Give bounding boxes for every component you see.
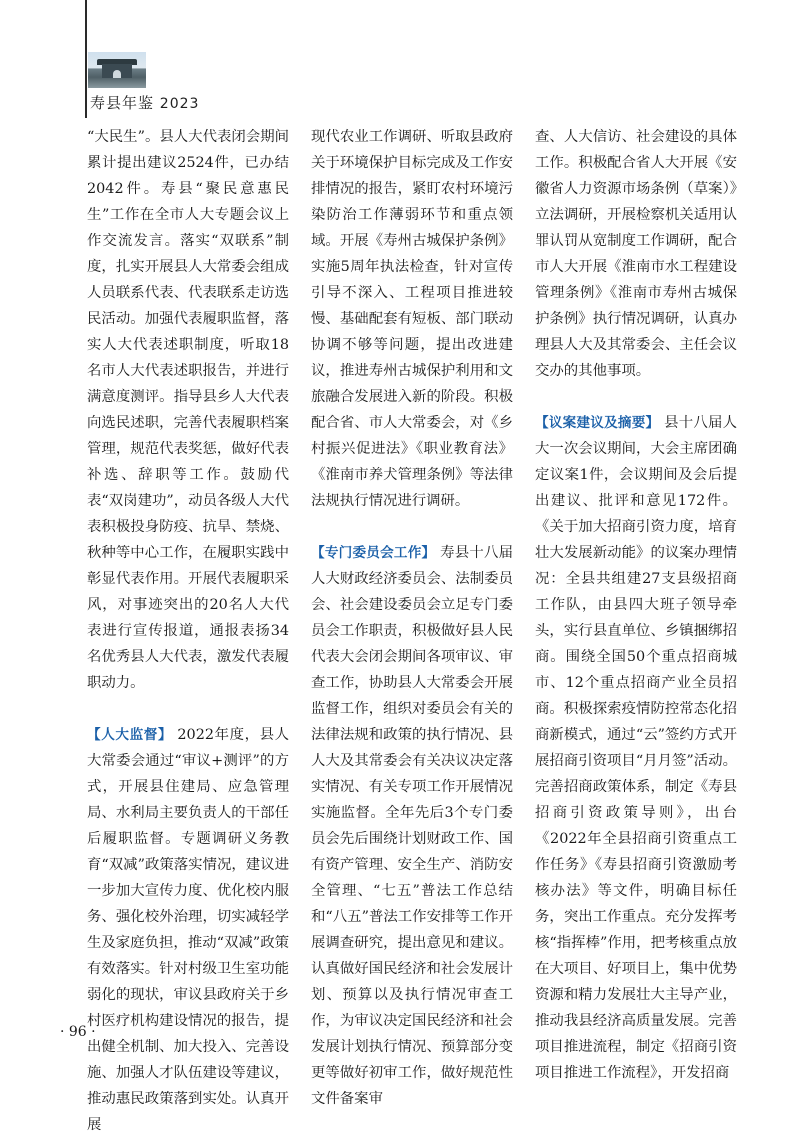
header-photo-city-gate [88, 52, 146, 88]
paragraph [311, 124, 513, 514]
text-column-3 [535, 124, 737, 1086]
paragraph [87, 124, 289, 696]
paragraph [535, 124, 737, 384]
paragraph-text: 县十八届人大一次会议期间，大会主席团确定议案1件，会议期间及会后提出建议、批评和意见172件。《关于加大招商引资力度，培育壮大发展新动能》的议案办理情况：全县共组建27支县级招商工作队，由县四大班子领导牵头，实行县直单位、乡镇捆绑招商。围绕全国50个重点招商城市、12个重点招商产业全员招商。积极探索疫情防控常态化招商新模式，通过“云”签约方式开展招商引资项目“月月签”活动。完善招商政策体系，制定《寿县招商引资政策导则》，出台《2022年全县招商引资重点工作任务》《寿县招商引资激励考核办法》等文件，明确目标任务，突出工作重点。充分发挥考核“指挥棒”作用，把考核重点放在大项目、好项目上，集中优势资源和精力发展壮大主导产业，推动我县经济高质量发展。完善项目推进流程，制定《招商引资项目推进工作流程》，开发招商 [535, 415, 737, 1081]
gate-door [113, 70, 121, 78]
section-tag: 【专门委员会工作】 [311, 545, 436, 561]
text-column-2 [311, 124, 513, 1112]
yearbook-title: 寿县年鉴 [90, 94, 155, 112]
paragraph-text: 查、人大信访、社会建设的具体工作。积极配合省人大开展《安徽省人力资源市场条例（草案）》立法调研，开展检察机关适用认罪认罚从宽制度工作调研，配合市人大开展《淮南市水工程建设管理条例》《淮南市寿州古城保护条例》执行情况调研，认真办理县人大及其常委会、主任会议交办的其他事项。 [535, 129, 737, 379]
section-tag: 【议案建议及摘要】 [535, 415, 660, 431]
paragraph-text: 2022年度，县人大常委会通过“审议+测评”的方式，开展县住建局、应急管理局、水利局主要负责人的干部任后履职监督。专题调研义务教育“双减”政策落实情况，建议进一步加大宣传力度、优化校内服务、强化校外治理，切实减轻学生及家庭负担，推动“双减”政策有效落实。针对村级卫生室功能弱化的现状，审议县政府关于乡村医疗机构建设情况的报告，提出健全机制、加大投入、完善设施、加强人才队伍建设等建议，推动惠民政策落到实处。认真开展 [87, 727, 290, 1133]
paragraph [311, 540, 513, 1112]
paragraph-text: “大民生”。县人大代表闭会期间累计提出建议2524件，已办结2042件。寿县“聚民意惠民生”工作在全市人大专题会议上作交流发言。落实“双联系”制度，扎实开展县人大常委会组成人员联系代表、代表联系走访选民活动。加强代表履职监督，落实人大代表述职制度，听取18名市人大代表述职报告，并进行满意度测评。指导县乡人大代表向选民述职，完善代表履职档案管理，规范代表奖惩，做好代表补选、辞职等工作。鼓励代表“双岗建功”，动员各级人大代表积极投身防疫、抗旱、禁烧、秋种等中心工作，在履职实践中彰显代表作用。开展代表履职采风，对事迹突出的20名人大代表进行宣传报道，通报表扬34名优秀县人大代表，激发代表履职动力。 [87, 129, 289, 691]
paragraph-text: 现代农业工作调研、听取县政府关于环境保护目标完成及工作安排情况的报告，紧盯农村环境污染防治工作薄弱环节和重点领域。开展《寿州古城保护条例》实施5周年执法检查，针对宣传引导不深入、工程项目推进较慢、基础配套有短板、部门联动协调不够等问题，提出改进建议，推进寿州古城保护利用和文旅融合发展进入新的阶段。积极配合省、市人大常委会，对《乡村振兴促进法》《职业教育法》《淮南市养犬管理条例》等法律法规执行情况进行调研。 [311, 129, 513, 509]
yearbook-header [90, 92, 199, 113]
paragraph [535, 410, 737, 1086]
paragraph [87, 722, 289, 1138]
section-tag: 【人大监督】 [87, 727, 173, 743]
yearbook-year: 2023 [159, 96, 200, 112]
page-number: · 96 · [60, 1024, 96, 1040]
paragraph-text: 寿县十八届人大财政经济委员会、法制委员会、社会建设委员会立足专门委员会工作职责，积极做好县人民代表大会闭会期间各项审议、审查工作，协助县人大常委会开展监督工作，组织对委员会有关的法律法规和政策的执行情况、县人大及其常委会有关决议决定落实情况、有关专项工作开展情况实施监督。全年先后3个专门委员会先后围绕计划财政工作、国有资产管理、安全生产、消防安全管理、“七五”普法工作总结和“八五”普法工作安排等工作开展调查研究，提出意见和建议。认真做好国民经济和社会发展计划、预算以及执行情况审查工作，为审议决定国民经济和社会发展计划执行情况、预算部分变更等做好初审工作，做好规范性文件备案审 [311, 545, 513, 1107]
text-column-1 [87, 124, 289, 1138]
header-rule [85, 0, 87, 118]
